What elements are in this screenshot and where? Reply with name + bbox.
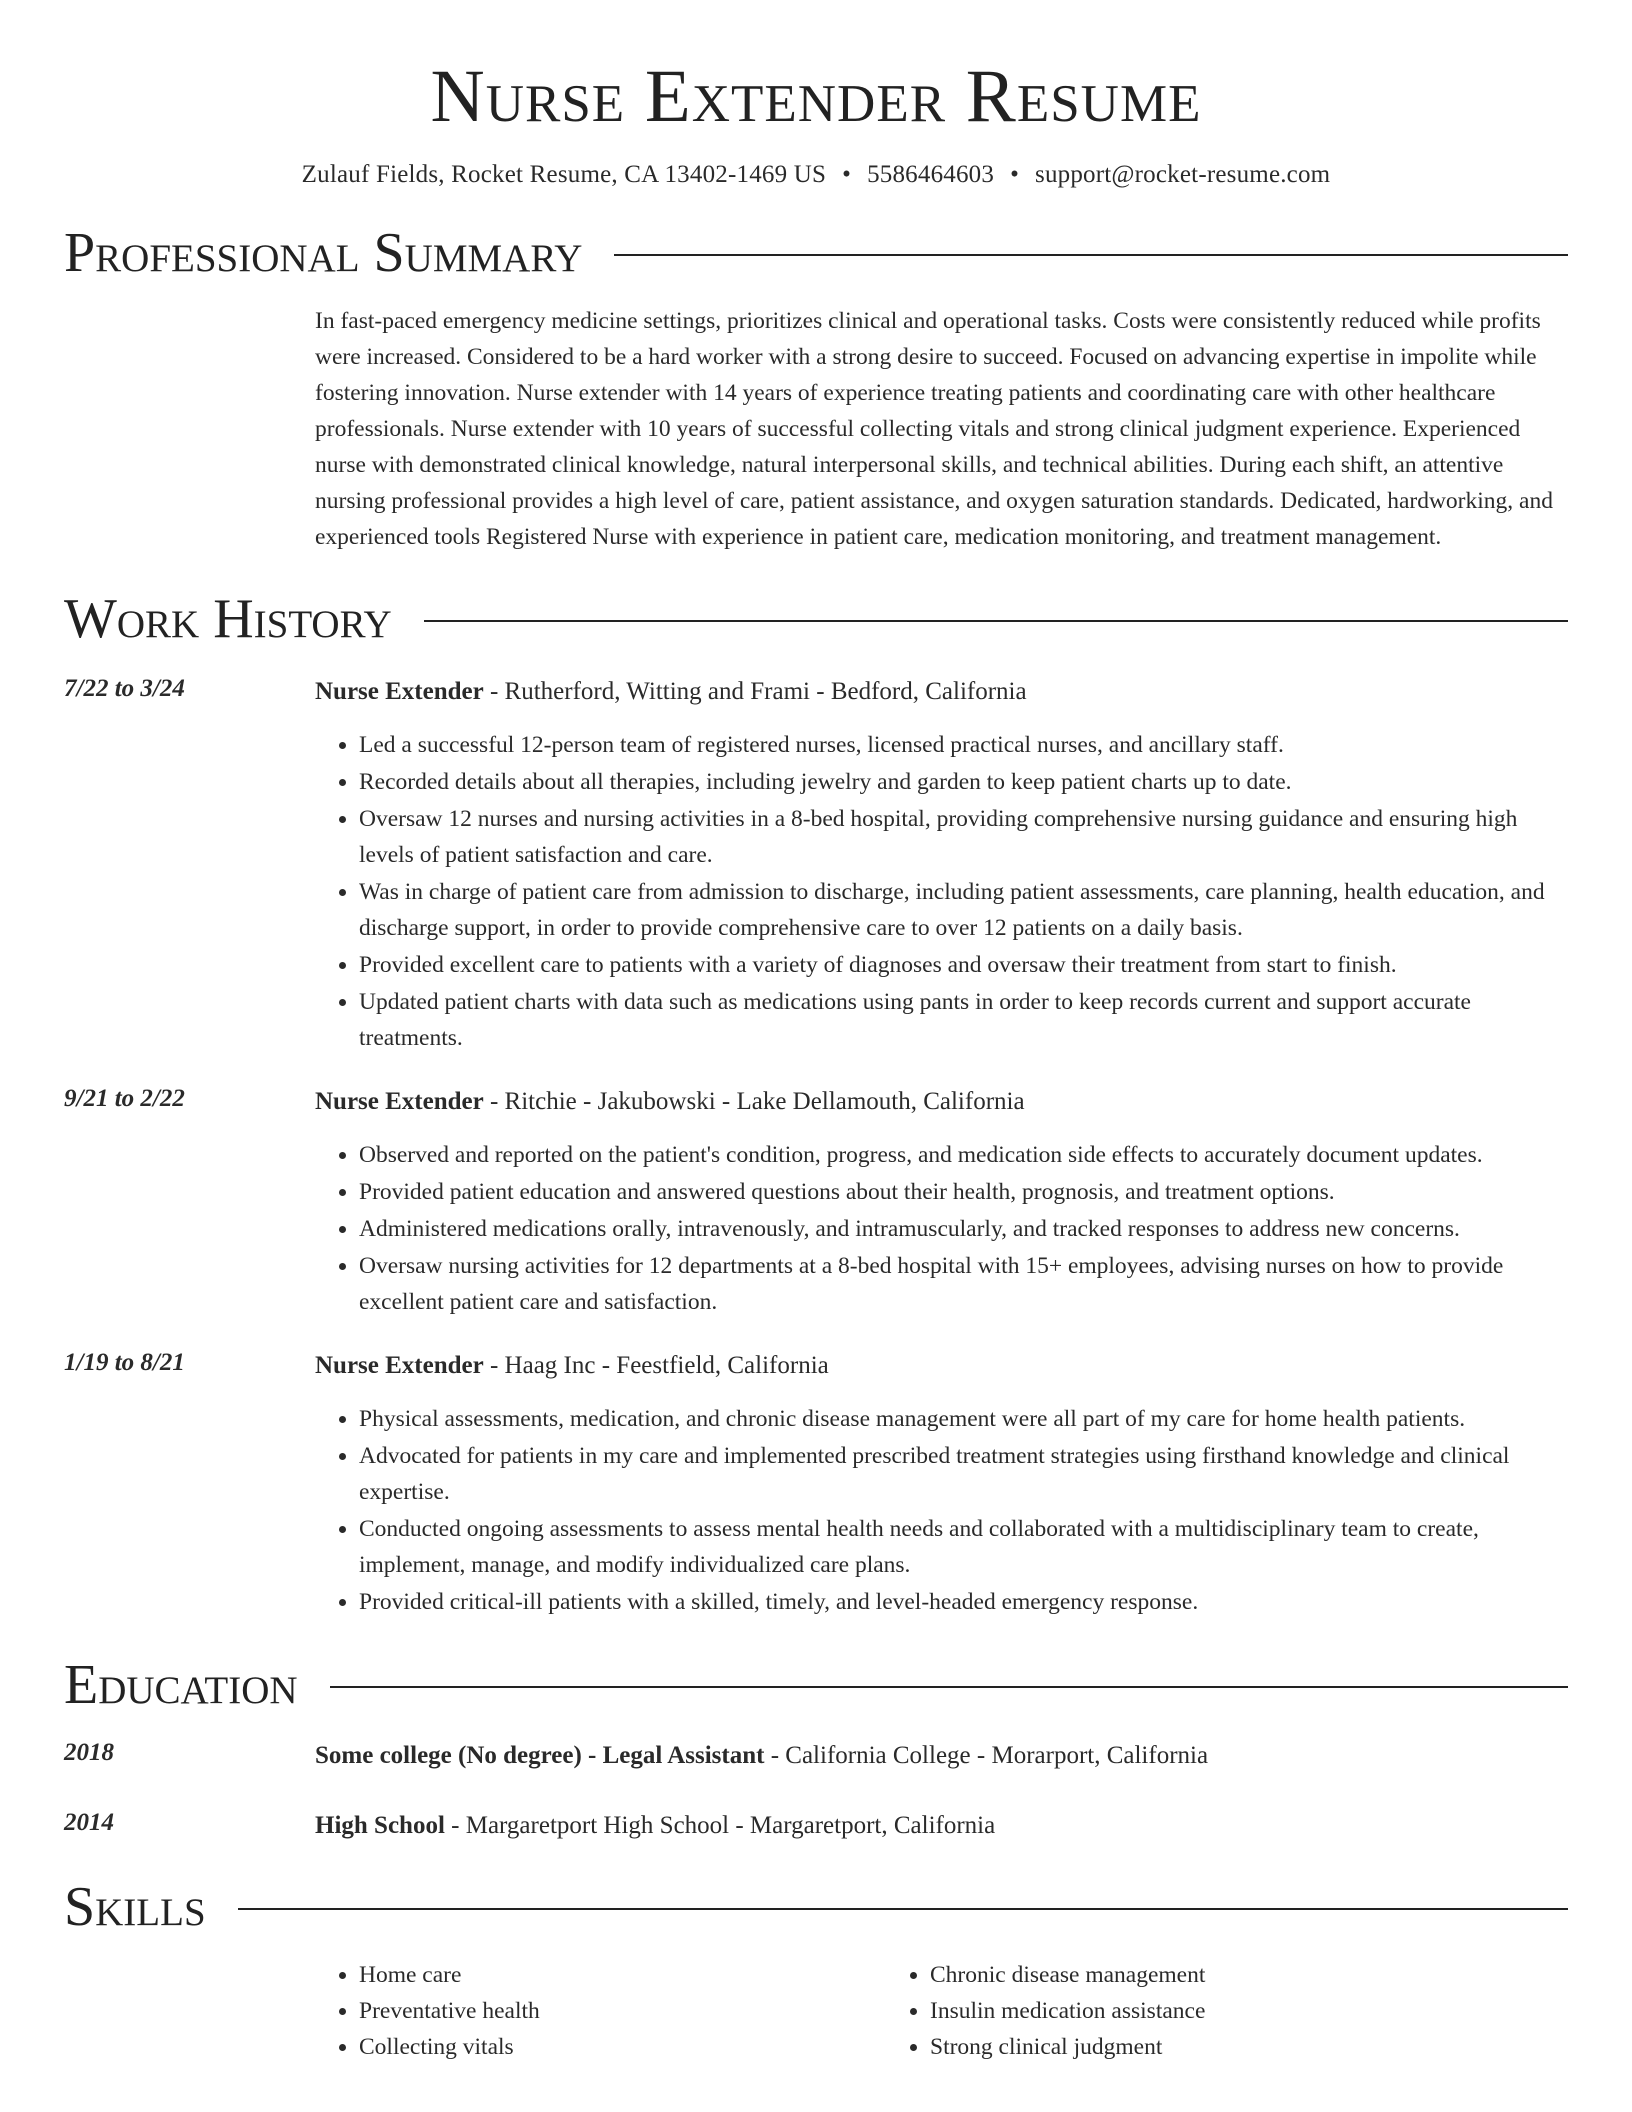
- contact-separator: •: [842, 160, 852, 188]
- skill-item: • Strong clinical judgment: [930, 2029, 1457, 2065]
- section-header-work: [64, 587, 1568, 650]
- job-dates: 1/19 to 8/21: [64, 1348, 185, 1376]
- job-entry: [64, 1349, 1568, 1621]
- job-header: [315, 1349, 1568, 1383]
- education-degree: Some college (No degree) - Legal Assistant: [315, 1741, 765, 1769]
- section-header-summary: [64, 221, 1568, 284]
- skill-item: • Chronic disease management: [930, 1957, 1457, 1993]
- job-title: Nurse Extender: [315, 677, 484, 705]
- education-details: - California College - Morarport, California: [764, 1741, 1209, 1769]
- job-header: [315, 1085, 1568, 1119]
- job-details: - Rutherford, Witting and Frami - Bedford, California: [483, 677, 1027, 705]
- skill-item: • Home care: [359, 1957, 886, 1993]
- section-title-skills: Skills: [64, 1875, 206, 1938]
- list-item: • Recorded details about all therapies, including jewelry and garden to keep patient charts up to date.: [359, 764, 1568, 800]
- list-item: • Provided critical-ill patients with a skilled, timely, and level-headed emergency response.: [359, 1584, 1568, 1620]
- section-title-education: Education: [64, 1653, 298, 1716]
- job-entry: [64, 675, 1568, 1057]
- skill-item: • Preventative health: [359, 1993, 886, 2029]
- list-item: • Observed and reported on the patient's condition, progress, and medication side effects to accurately document updates.: [359, 1137, 1568, 1173]
- list-item: • Oversaw nursing activities for 12 departments at a 8-bed hospital with 15+ employees, advising nurses on how to provide excellent patient care and satisfaction.: [359, 1248, 1568, 1320]
- section-title-work: Work History: [64, 587, 392, 650]
- list-item: • Provided excellent care to patients with a variety of diagnoses and oversaw their treatment from start to finish.: [359, 947, 1568, 983]
- list-item: • Was in charge of patient care from admission to discharge, including patient assessments, care planning, health education, and discharge support, in order to provide comprehensive care to over 12 patients on a daily basis.: [359, 874, 1568, 946]
- skills-column: [315, 1957, 886, 2065]
- section-divider: [614, 254, 1568, 256]
- job-entry: [64, 1085, 1568, 1321]
- education-year: 2014: [64, 1808, 114, 1836]
- page-title: Nurse Extender Resume: [430, 55, 1202, 138]
- section-title-summary: Professional Summary: [64, 221, 583, 284]
- job-header: [315, 675, 1568, 709]
- education-details: - Margaretport High School - Margaretport, California: [444, 1811, 996, 1839]
- job-dates: 9/21 to 2/22: [64, 1084, 185, 1112]
- resume-page: [64, 0, 1568, 2065]
- job-bullets: [315, 727, 1568, 1056]
- summary-text: In fast-paced emergency medicine settings, prioritizes clinical and operational tasks. Costs were consistently reduced while profits were increased. Considered to be a hard worker with a strong desire to succeed. Focused on advancing expertise in impolite while fostering innovation. Nurse extender with 14 years of experience treating patients and coordinating care with other healthcare professionals. Nurse extender with 10 years of successful collecting vitals and strong clinical judgment experience. Experienced nurse with demonstrated clinical knowledge, natural interpersonal skills, and technical abilities. During each shift, an attentive nursing professional provides a high level of care, patient assistance, and oxygen saturation standards. Dedicated, hardworking, and experienced tools Registered Nurse with experience in patient care, medication monitoring, and treatment management.: [315, 307, 1553, 550]
- job-dates: 7/22 to 3/24: [64, 674, 185, 702]
- contact-line: [64, 161, 1568, 189]
- skill-item: • Insulin medication assistance: [930, 1993, 1457, 2029]
- summary-row: [64, 303, 1568, 555]
- skills-list: [315, 1957, 1457, 2065]
- job-title: Nurse Extender: [315, 1351, 484, 1379]
- job-details: - Haag Inc - Feestfield, California: [483, 1351, 829, 1379]
- list-item: • Updated patient charts with data such as medications using pants in order to keep records current and support accurate treatments.: [359, 984, 1568, 1056]
- skill-item: • Collecting vitals: [359, 2029, 886, 2065]
- skills-row: [64, 1935, 1568, 2065]
- list-item: • Provided patient education and answered questions about their health, prognosis, and treatment options.: [359, 1174, 1568, 1210]
- contact-phone: 5586464603: [867, 160, 995, 188]
- contact-address: Zulauf Fields, Rocket Resume, CA 13402-1469 US: [301, 160, 827, 188]
- education-degree: High School: [315, 1811, 445, 1839]
- list-item: • Advocated for patients in my care and implemented prescribed treatment strategies using firsthand knowledge and clinical expertise.: [359, 1438, 1568, 1510]
- job-title: Nurse Extender: [315, 1087, 484, 1115]
- list-item: • Physical assessments, medication, and chronic disease management were all part of my care for home health patients.: [359, 1401, 1568, 1437]
- contact-email: support@rocket-resume.com: [1035, 160, 1331, 188]
- list-item: • Oversaw 12 nurses and nursing activities in a 8-bed hospital, providing comprehensive nursing guidance and ensuring high levels of patient satisfaction and care.: [359, 801, 1568, 873]
- job-details: - Ritchie - Jakubowski - Lake Dellamouth, California: [483, 1087, 1025, 1115]
- job-bullets: [315, 1401, 1568, 1620]
- skills-column: [886, 1957, 1457, 2065]
- section-divider: [238, 1908, 1568, 1910]
- job-bullets: [315, 1137, 1568, 1320]
- section-divider: [424, 620, 1568, 622]
- list-item: • Conducted ongoing assessments to assess mental health needs and collaborated with a multidisciplinary team to create, implement, manage, and modify individualized care plans.: [359, 1511, 1568, 1583]
- section-header-skills: [64, 1875, 1568, 1938]
- education-entry: [64, 1809, 1568, 1843]
- list-item: • Led a successful 12-person team of registered nurses, licensed practical nurses, and ancillary staff.: [359, 727, 1568, 763]
- section-header-education: [64, 1653, 1568, 1716]
- education-year: 2018: [64, 1738, 114, 1766]
- section-divider: [330, 1686, 1568, 1688]
- education-entry: [64, 1739, 1568, 1773]
- contact-separator: •: [1010, 160, 1020, 188]
- list-item: • Administered medications orally, intravenously, and intramuscularly, and tracked responses to address new concerns.: [359, 1211, 1568, 1247]
